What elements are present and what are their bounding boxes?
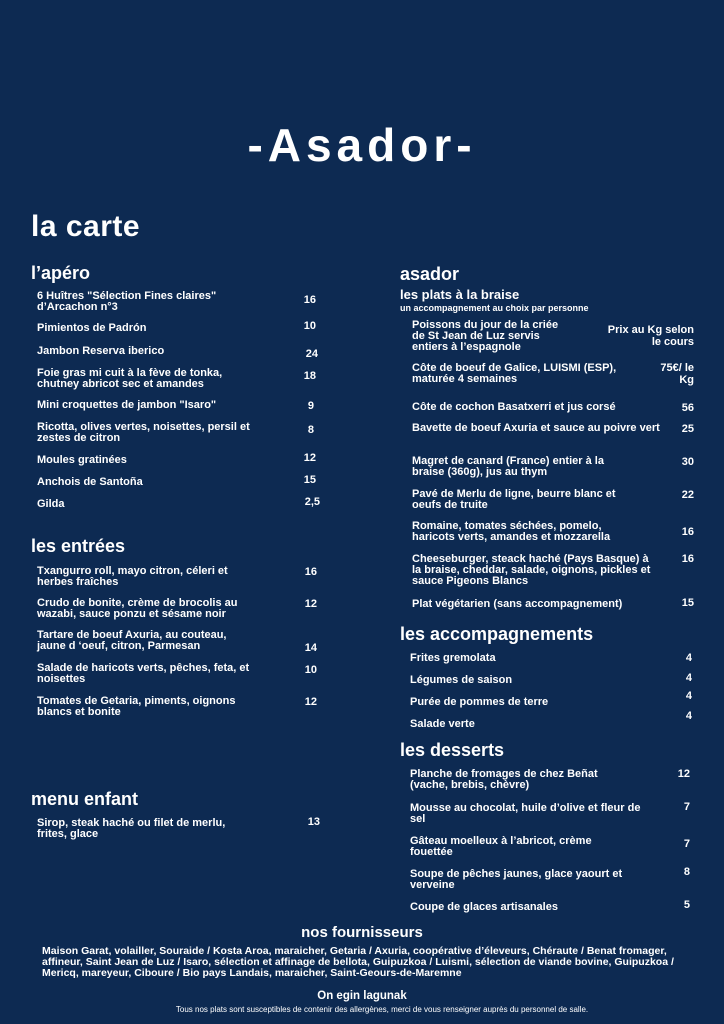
menu-item-price: 12 [303,452,316,464]
menu-item-name: Tomates de Getaria, piments, oignons blancs et bonite [37,695,236,718]
menu-item-price: 5 [683,899,690,911]
menu-item-name: Ricotta, olives vertes, noisettes, persil et zestes de citron [37,421,250,444]
menu-item-price: 25 [681,423,694,435]
menu-item-name: Planche de fromages de chez Beñat (vache, brebis, chèvre) [410,768,598,791]
menu-item-price: 12 [304,598,317,610]
menu-item-price: 16 [681,526,694,538]
menu-item-name: Tartare de boeuf Axuria, au couteau, jaune d ‘oeuf, citron, Parmesan [37,629,227,652]
menu-item-name: Gâteau moelleux à l’abricot, crème fouettée [410,835,592,858]
section-subtitle: les plats à la braise [400,287,520,302]
menu-item-price: 15 [681,597,694,609]
menu-item-name: Pimientos de Padrón [37,322,147,334]
menu-item-name: Frites gremolata [410,652,496,664]
menu-item-price: 24 [305,348,318,360]
menu-item-name: Mousse au chocolat, huile d’olive et fleur de sel [410,802,641,825]
menu-item-name: Jambon Reserva iberico [37,345,165,357]
menu-item-price: 4 [685,690,692,702]
section-title-enfant: menu enfant [31,789,139,809]
menu-item-price: 4 [685,652,692,664]
footer-slogan: On egin lagunak [317,990,407,1002]
menu-item-price: 4 [685,710,692,722]
section-title-apero: l’apéro [31,263,91,283]
menu-item-price: 8 [683,866,690,878]
section-title-accompagnements: les accompagnements [400,624,594,644]
menu-item-price: 13 [307,816,320,828]
menu-item-name: Moules gratinées [37,454,127,466]
menu-item-name: Mini croquettes de jambon "Isaro" [37,399,217,411]
menu-item-price: 9 [307,400,314,412]
menu-item-name: Sirop, steak haché ou filet de merlu, frites, glace [37,817,226,840]
brand-title: -Asador- [247,119,477,171]
menu-item-price: Prix au Kg selon le cours [607,324,694,348]
menu-item-name: Romaine, tomates séchées, pomelo, haricots verts, amandes et mozzarella [412,520,611,543]
menu-item-price: 12 [304,696,317,708]
menu-item-price: 10 [304,664,317,676]
suppliers-text: Maison Garat, volailler, Souraide / Kosta Aroa, maraicher, Getaria / Axuria, coopérative d’éleveurs, Chéraute / Benat fromager, affineur, Saint Jean de Luz / Isaro, sélection et affinage de bellota, Guipuzkoa / Luismi, sélection de viande bovine, Guipuzkoa / Mericq, mareyeur, Ciboure / Bio pays Landais, maraicher, Saint-Geours-de-Maremne [42,945,674,979]
menu-item-name: Salade verte [410,718,475,730]
menu-item-price: 7 [683,801,690,813]
menu-item-price: 75€/ le Kg [660,362,694,386]
section-note: un accompagnement au choix par personne [400,303,589,313]
menu-item-price: 8 [307,424,314,436]
menu-item-name: Légumes de saison [410,674,513,686]
menu-item-name: Pavé de Merlu de ligne, beurre blanc et oeufs de truite [412,488,616,511]
menu-item-price: 30 [681,456,694,468]
menu-item-price: 16 [304,566,317,578]
menu-item-name: Purée de pommes de terre [410,696,549,708]
menu-item-price: 22 [681,489,694,501]
menu-item-name: Plat végétarien (sans accompagnement) [412,598,623,610]
menu-item-name: Anchois de Santoña [37,476,143,488]
menu-item-name: Salade de haricots verts, pêches, feta, et noisettes [37,662,250,685]
menu-item-name: Poissons du jour de la criée de St Jean de Luz servis entiers à l’espagnole [412,319,559,353]
menu-item-name: Magret de canard (France) entier à la braise (360g), jus au thym [412,455,604,478]
menu-item-name: Côte de boeuf de Galice, LUISMI (ESP), maturée 4 semaines [412,362,617,385]
menu-item-price: 12 [677,768,690,780]
section-title-desserts: les desserts [400,740,505,760]
menu-item-price: 16 [303,294,316,306]
menu-item-price: 15 [303,474,316,486]
menu-item-name: Txangurro roll, mayo citron, céleri et herbes fraîches [37,565,228,588]
menu-item-name: Coupe de glaces artisanales [410,901,558,913]
menu-item-price: 7 [683,838,690,850]
menu-item-price: 4 [685,672,692,684]
allergen-notice: Tous nos plats sont susceptibles de contenir des allergènes, merci de vous renseigner auprès du personnel de salle. [175,1005,589,1014]
section-title-asador: asador [400,264,460,284]
menu-item-price: 16 [681,553,694,565]
menu-item-price: 18 [303,370,316,382]
menu-item-price: 56 [681,402,694,414]
menu-item-name: Côte de cochon Basatxerri et jus corsé [412,401,616,413]
menu-item-price: 2,5 [304,496,320,508]
menu-item-name: Soupe de pêches jaunes, glace yaourt et verveine [410,868,623,891]
menu-item-price: 14 [304,642,317,654]
menu-item-name: Foie gras mi cuit à la fève de tonka, chutney abricot sec et amandes [37,367,223,390]
menu-item-name: Cheeseburger, steack haché (Pays Basque) à la braise, cheddar, salade, oignons, pickles et sauce Pigeons Blancs [412,553,651,587]
menu-item-price: 10 [303,320,316,332]
section-title-entrees: les entrées [31,536,126,556]
suppliers-title: nos fournisseurs [301,924,423,941]
page-title: la carte [31,210,141,243]
menu-item-name: Bavette de boeuf Axuria et sauce au poivre vert [412,422,660,434]
menu-item-name: 6 Huîtres "Sélection Fines claires" d’Arcachon n°3 [37,290,217,313]
menu-item-name: Crudo de bonite, crème de brocolis au wazabi, sauce ponzu et sésame noir [37,597,238,620]
menu-item-name: Gilda [37,498,65,510]
